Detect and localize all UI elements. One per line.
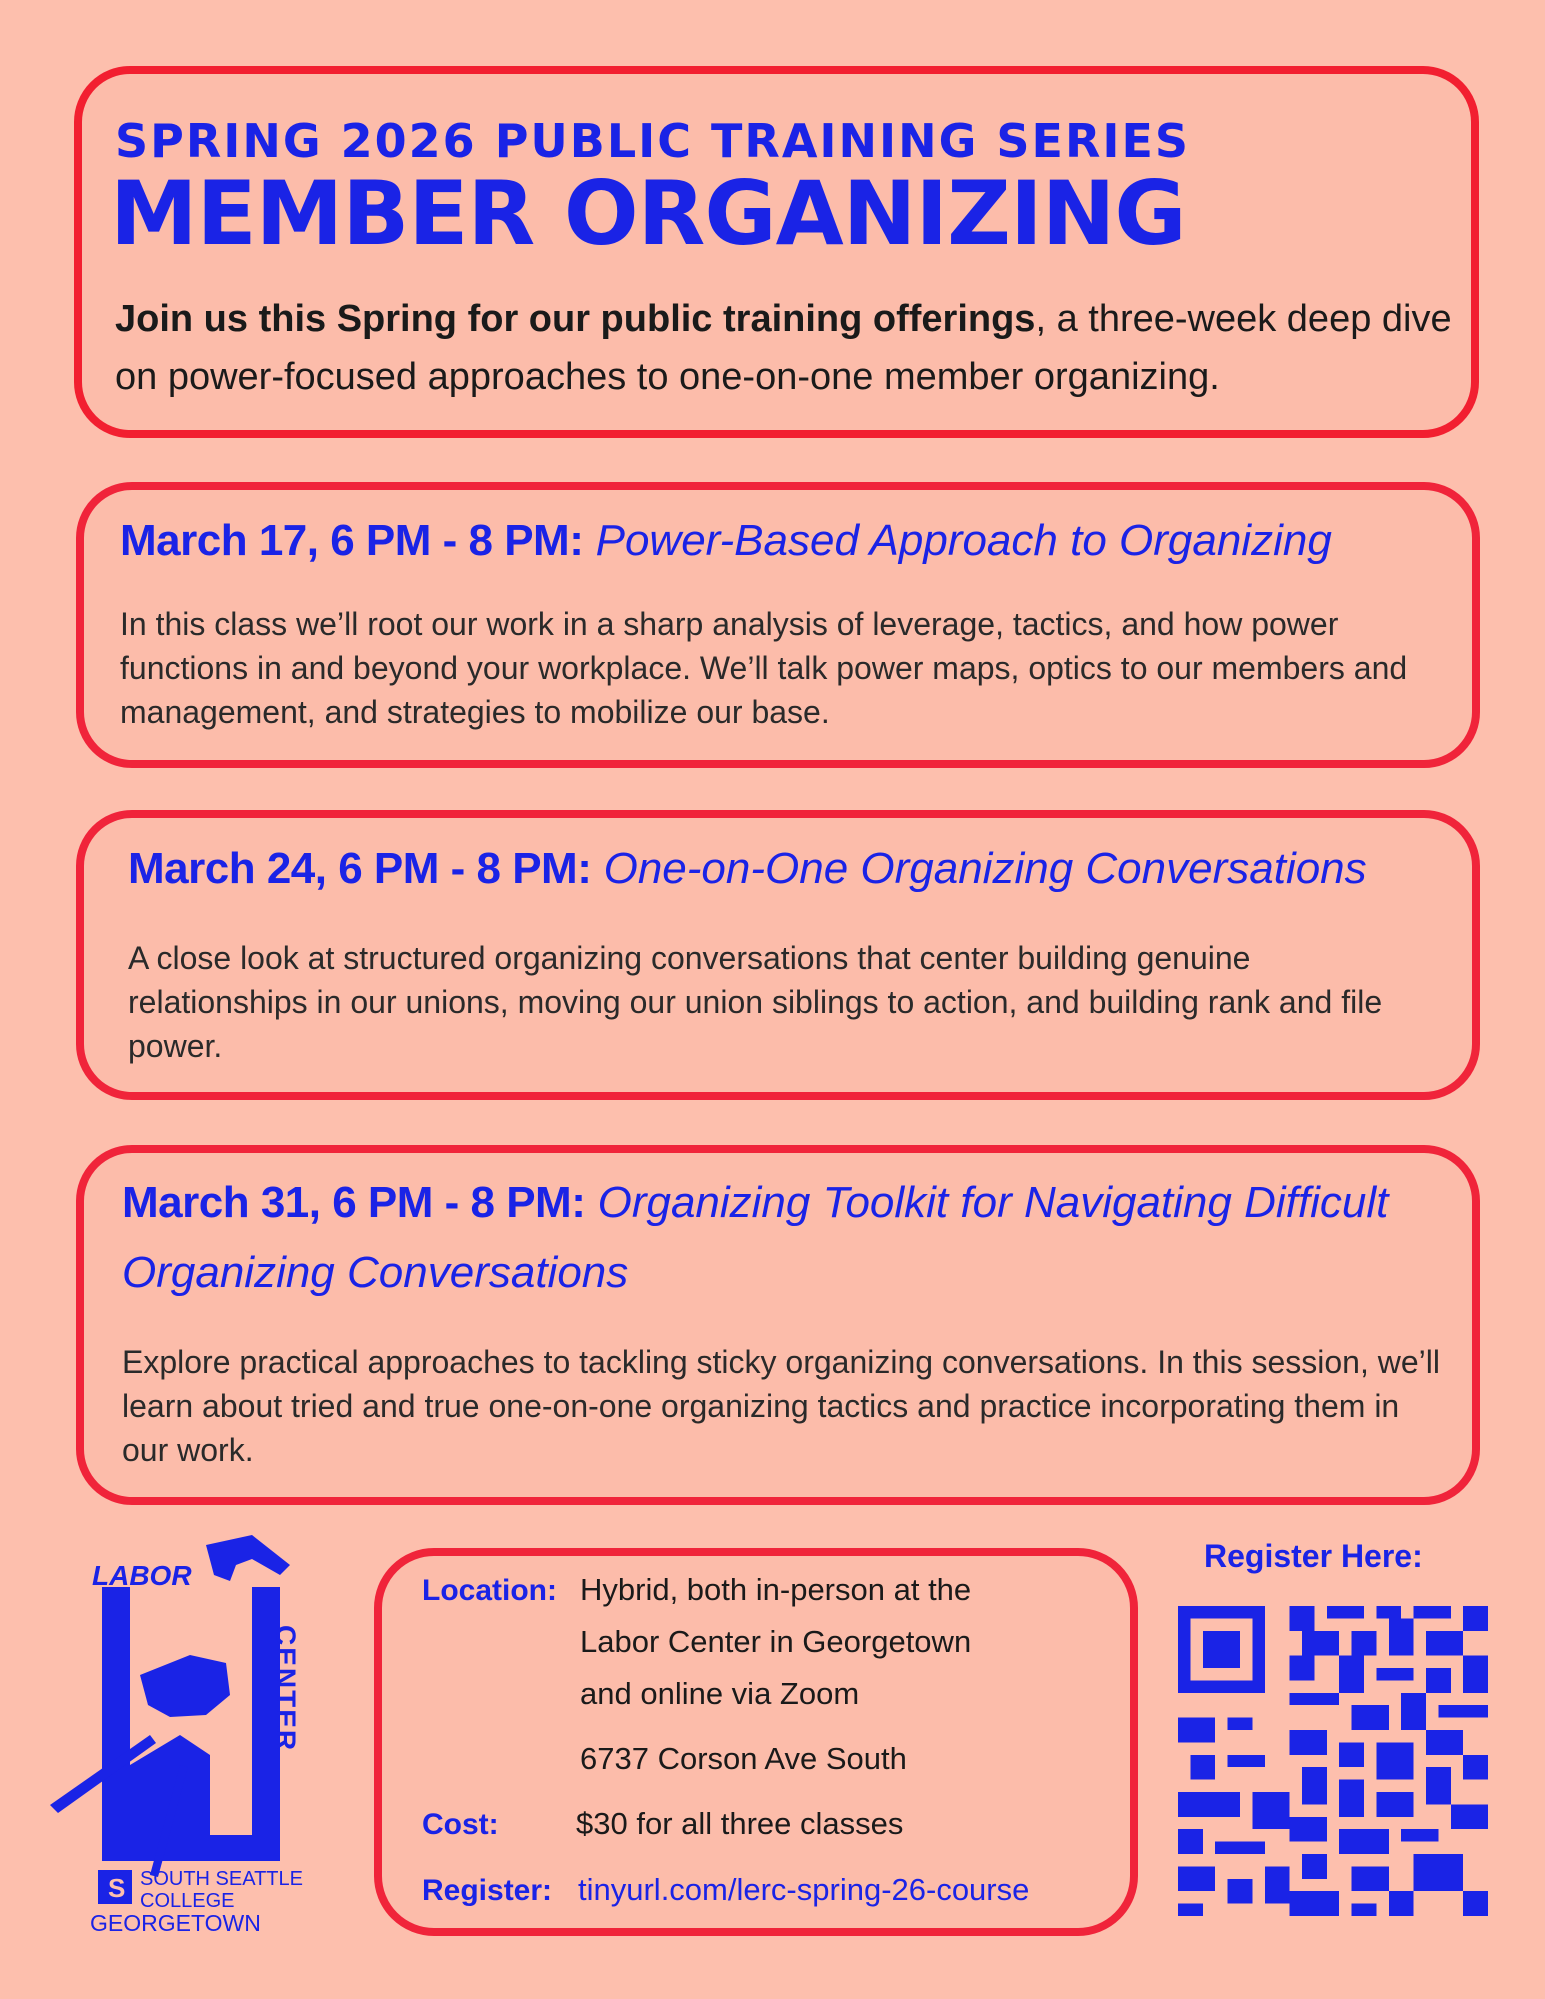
location-line-2: Labor Center in Georgetown	[580, 1624, 972, 1659]
session-1-title: Power-Based Approach to Organizing	[595, 516, 1332, 565]
college-name-line-1: SOUTH SEATTLE	[140, 1868, 303, 1890]
session-3-description: Explore practical approaches to tackling sticky organizing conversations. In this session, we’ll learn about tried and true one-on-one organizing tactics and practice incorporating them in our work.	[122, 1344, 1440, 1468]
qr-code-icon[interactable]	[1178, 1606, 1488, 1916]
session-3-date: March 31, 6 PM - 8 PM:	[122, 1178, 586, 1227]
session-3-heading	[122, 1168, 1422, 1308]
college-name-line-2: COLLEGE	[140, 1890, 235, 1912]
cost-label: Cost:	[422, 1808, 499, 1841]
address: 6737 Corson Ave South	[580, 1741, 907, 1776]
register-here-label: Register Here:	[1204, 1538, 1423, 1574]
college-s-glyph: S	[108, 1873, 126, 1903]
location-label: Location:	[422, 1574, 557, 1607]
intro-bold: Join us this Spring for our public training offerings	[115, 298, 1036, 340]
register-label: Register:	[422, 1874, 553, 1907]
session-2-description: A close look at structured organizing conversations that center building genuine relationships in our unions, moving our union siblings to action, and building rank and file power.	[128, 940, 1383, 1064]
campus-name: GEORGETOWN	[90, 1910, 261, 1935]
intro-rest: , a three-week deep dive on power-focused approaches to one-on-one member organizing.	[115, 298, 1452, 398]
labor-center-logo	[30, 1535, 350, 1935]
fist-icon	[140, 1655, 230, 1717]
intro-text	[115, 290, 1455, 406]
session-2-date: March 24, 6 PM - 8 PM:	[128, 844, 592, 893]
logo-block-shape	[102, 1587, 280, 1861]
page-title: MEMBER ORGANIZING	[110, 162, 1186, 265]
session-2-heading	[128, 836, 1367, 902]
series-label: SPRING 2026 PUBLIC TRAINING SERIES	[115, 114, 1191, 168]
location-line-3: and online via Zoom	[580, 1676, 860, 1711]
session-1-description: In this class we’ll root our work in a sharp analysis of leverage, tactics, and how power functions in and beyond your workplace. We’ll talk power maps, optics to our members and management, and strategies to mobilize our base.	[120, 606, 1408, 730]
session-1-date: March 17, 6 PM - 8 PM:	[120, 516, 584, 565]
cost-value: $30 for all three classes	[576, 1806, 904, 1841]
logo-center-text: CENTER	[270, 1625, 302, 1753]
session-3-title: Organizing Toolkit for Navigating Difficult Organizing Conversations	[122, 1178, 1389, 1297]
session-2-title: One-on-One Organizing Conversations	[603, 844, 1367, 893]
hammer-icon	[206, 1535, 290, 1581]
logo-labor-text: LABOR	[92, 1560, 192, 1591]
session-1-heading	[120, 508, 1332, 574]
register-link[interactable]: tinyurl.com/lerc-spring-26-course	[578, 1872, 1030, 1907]
location-line-1: Hybrid, both in-person at the	[580, 1572, 972, 1607]
